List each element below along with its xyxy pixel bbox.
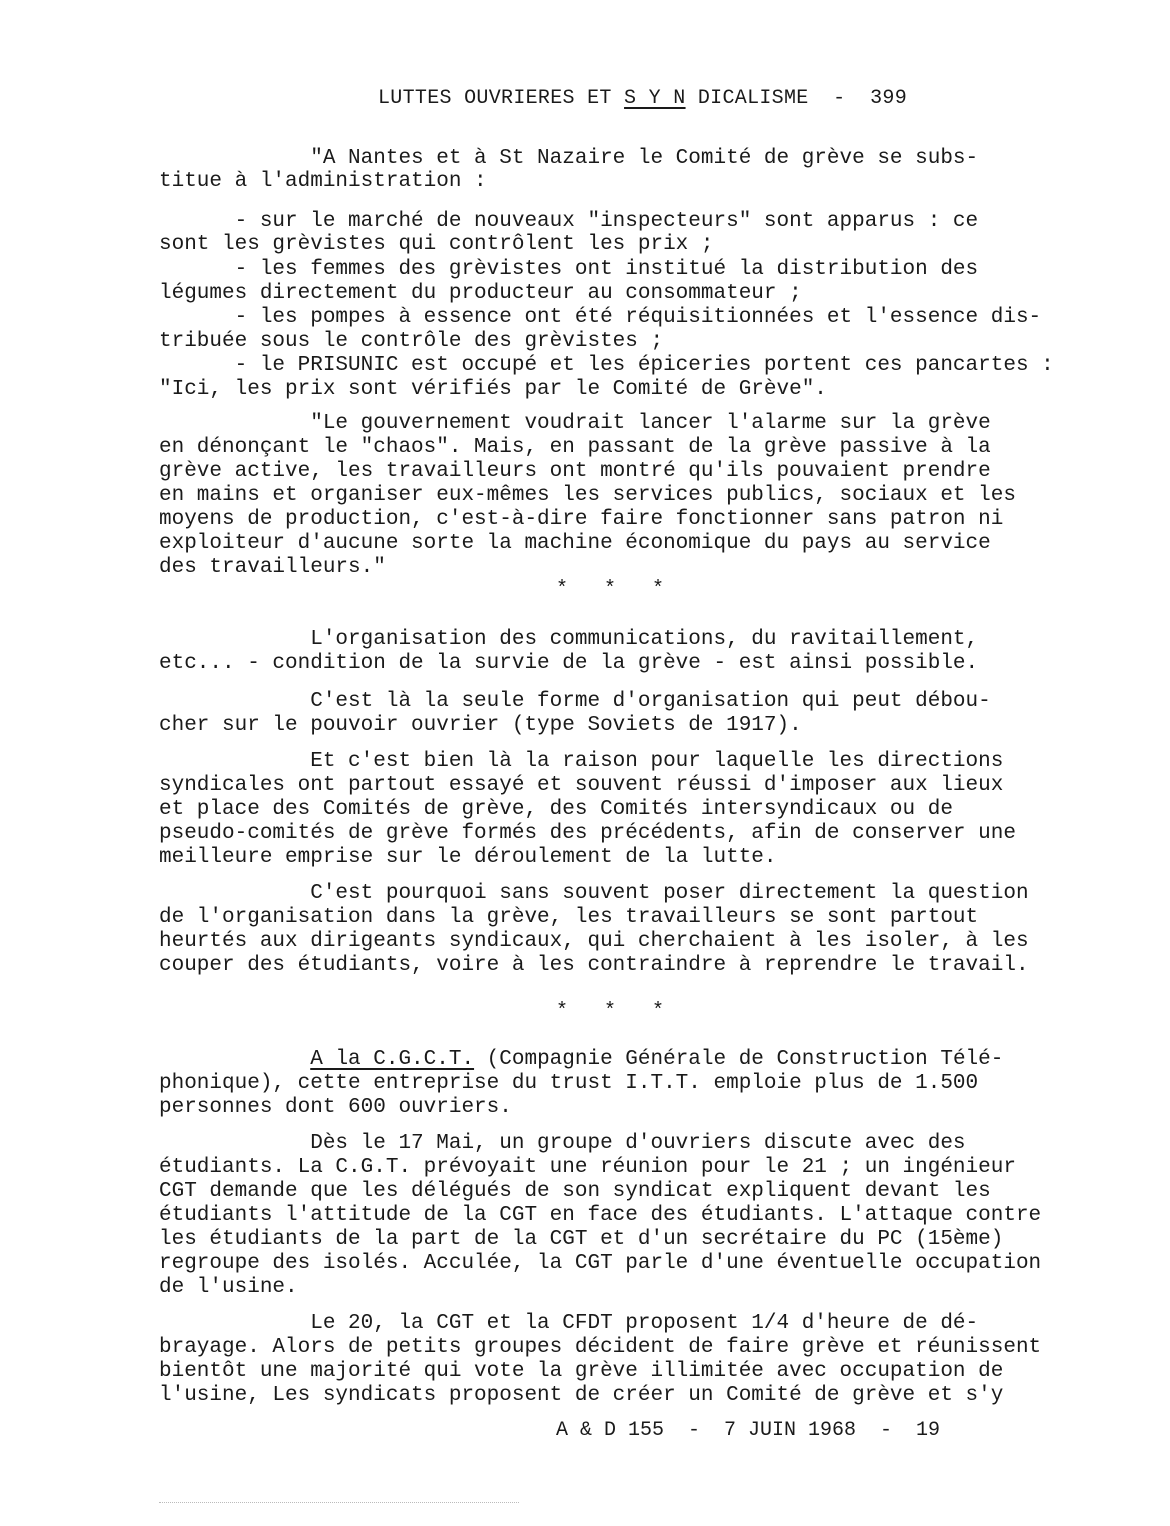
text-line: personnes dont 600 ouvriers. [159, 1096, 512, 1119]
cgct-rest: (Compagnie Générale de Construction Télé- [474, 1048, 1004, 1071]
page-header [378, 86, 1138, 112]
text-line: légumes directement du producteur au consommateur ; [159, 282, 802, 305]
text-line: heurtés aux dirigeants syndicaux, qui cherchaient à les isoler, à les [159, 930, 1029, 953]
text-line: brayage. Alors de petits groupes décident de faire grève et réunissent [159, 1336, 1042, 1359]
text-line: grève active, les travailleurs ont montré qu'ils pouvaient prendre [159, 460, 991, 483]
text-line: les étudiants de la part de la CGT et d'un secrétaire du PC (15ème) [159, 1228, 1004, 1251]
text-line: en mains et organiser eux-mêmes les services publics, sociaux et les [159, 484, 1016, 507]
header-title-part2: DICALISME - 399 [685, 87, 907, 110]
text-line: "Ici, les prix sont vérifiés par le Comité de Grève". [159, 378, 827, 401]
text-line: Et c'est bien là la raison pour laquelle les directions [159, 750, 1004, 773]
text-line: C'est là la seule forme d'organisation qui peut débou- [159, 690, 991, 713]
text-line: meilleure emprise sur le déroulement de la lutte. [159, 846, 777, 869]
text-line: "Le gouvernement voudrait lancer l'alarme sur la grève [159, 412, 991, 435]
text-line: étudiants l'attitude de la CGT en face des étudiants. L'attaque contre [159, 1204, 1042, 1227]
text-line: phonique), cette entreprise du trust I.T.T. emploie plus de 1.500 [159, 1072, 979, 1095]
text-line: - sur le marché de nouveaux "inspecteurs" sont apparus : ce [159, 210, 979, 233]
text-line: pseudo-comités de grève formés des précédents, afin de conserver une [159, 822, 1016, 845]
scan-artifact-divider [159, 1502, 519, 1503]
header-title-part1: LUTTES OUVRIERES ET [378, 87, 625, 110]
text-line: moyens de production, c'est-à-dire faire fonctionner sans patron ni [159, 508, 1004, 531]
text-line: syndicales ont partout essayé et souvent réussi d'imposer aux lieux [159, 774, 1004, 797]
text-line: de l'usine. [159, 1276, 298, 1299]
section-separator: * * * [556, 578, 665, 601]
page-footer: A & D 155 - 7 JUIN 1968 - 19 [556, 1419, 941, 1442]
text-line: des travailleurs." [159, 556, 386, 579]
text-line: en dénonçant le "chaos". Mais, en passant de la grève passive à la [159, 436, 991, 459]
text-line: C'est pourquoi sans souvent poser directement la question [159, 882, 1029, 905]
text-line: et place des Comités de grève, des Comités intersyndicaux ou de [159, 798, 953, 821]
cgct-indent [159, 1048, 310, 1071]
text-line: exploiteur d'aucune sorte la machine économique du pays au service [159, 532, 991, 555]
text-line: sont les grèvistes qui contrôlent les prix ; [159, 233, 714, 256]
cgct-heading-line [159, 1048, 1003, 1072]
header-title-underlined: S Y N [624, 87, 686, 110]
text-line: titue à l'administration : [159, 170, 487, 193]
text-line: - les pompes à essence ont été réquisitionnées et l'essence dis- [159, 306, 1042, 329]
text-line: de l'organisation dans la grève, les travailleurs se sont partout [159, 906, 979, 929]
text-line: Dès le 17 Mai, un groupe d'ouvriers discute avec des [159, 1132, 966, 1155]
text-line: bientôt une majorité qui vote la grève illimitée avec occupation de [159, 1360, 1004, 1383]
text-line: Le 20, la CGT et la CFDT proposent 1/4 d'heure de dé- [159, 1312, 979, 1335]
text-line: étudiants. La C.G.T. prévoyait une réunion pour le 21 ; un ingénieur [159, 1156, 1016, 1179]
cgct-underlined: A la C.G.C.T. [310, 1048, 475, 1071]
text-line: regroupe des isolés. Acculée, la CGT parle d'une éventuelle occupation [159, 1252, 1042, 1275]
text-line: - les femmes des grèvistes ont institué la distribution des [159, 258, 979, 281]
text-line: etc... - condition de la survie de la grève - est ainsi possible. [159, 652, 979, 675]
text-line: cher sur le pouvoir ouvrier (type Soviets de 1917). [159, 714, 802, 737]
text-line: couper des étudiants, voire à les contraindre à reprendre le travail. [159, 954, 1029, 977]
text-line: tribuée sous le contrôle des grèvistes ; [159, 330, 664, 353]
text-line: "A Nantes et à St Nazaire le Comité de grève se subs- [159, 147, 979, 170]
text-line: L'organisation des communications, du ravitaillement, [159, 628, 979, 651]
text-line: - le PRISUNIC est occupé et les épiceries portent ces pancartes : [159, 354, 1054, 377]
text-line: CGT demande que les délégués de son syndicat expliquent devant les [159, 1180, 991, 1203]
text-line: l'usine, Les syndicats proposent de créer un Comité de grève et s'y [159, 1384, 1004, 1407]
section-separator: * * * [556, 1000, 665, 1023]
